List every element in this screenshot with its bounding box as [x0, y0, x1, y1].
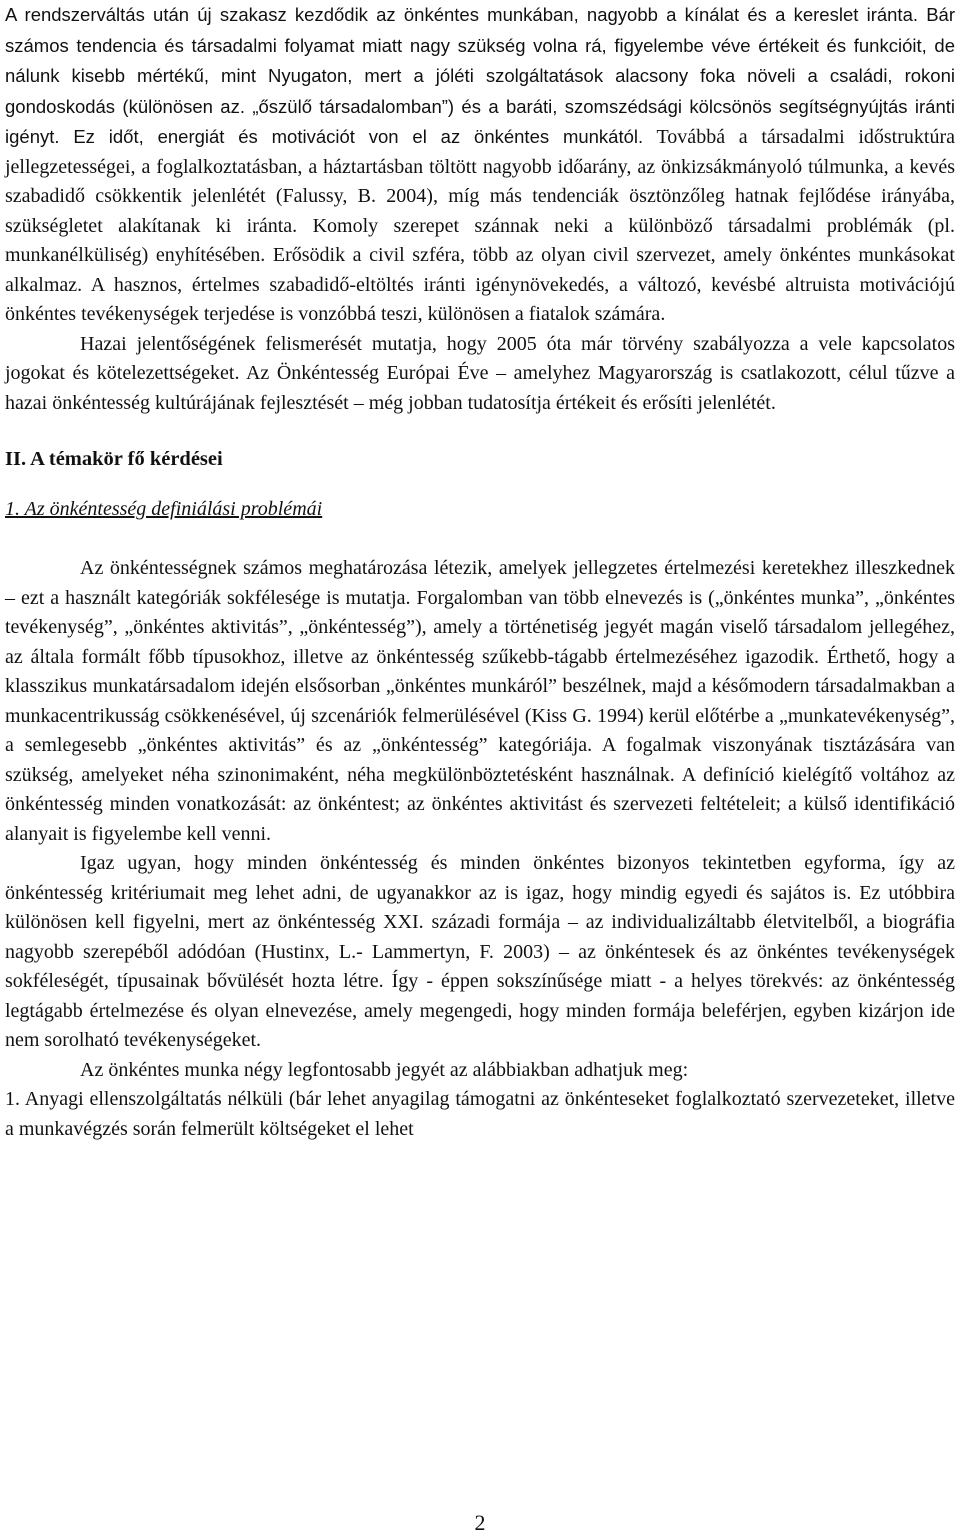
paragraph-3: Az önkéntességnek számos meghatározása létezik, amelyek jellegzetes értelmezési keretekhez illeszkednek – ezt a használt kategóriák sokfélesége is mutatja. Forgalomban van több elnevezés is („önkéntes munka”, „önkéntes tevékenység”, „önkéntes aktivitás”, „önkéntesség”), amely a történetiség jegyét magán viselő társadalom jellegéhez, az általa formált főbb típusokhoz, illetve az önkéntesség szűkebb-tágabb értelmezéséhez igazodik. Érthető, hogy a klasszikus munkatársadalom idején elsősorban „önkéntes munkáról” beszélnek, majd a későmodern társadalmakban a munkacentrikusság csökkenésével, új szcenáriók felmerülésével (Kiss G. 1994) kerül előtérbe a „munkatevékenység”, a semlegesebb „önkéntes aktivitás” és az „önkéntesség” kategóriája. A fogalmak viszonyának tisztázására van szükség, amelyeket néha szinonimaként, néha megkülönböztetésként használnak. A definíció kielégítő voltához az önkéntesség minden vonatkozását: az önkéntest; az önkéntes aktivitást és szervezeti feltételeit; a külső identifikáció alanyait is figyelembe kell venni.: [5, 557, 955, 845]
paragraph-1-sans-part: A rendszerváltás után új szakasz kezdődik az önkéntes munkában, nagyobb a kínálat és a kereslet iránta. Bár számos tendencia és társadalmi folyamat miatt nagy szükség volna rá, figyelembe véve értékeit és funkcióit, de nálunk kisebb mértékű, mint Nyugaton, mert a jóléti szolgáltatások alacsony foka növeli a családi, rokoni gondoskodás (különösen az. „őszülő társadalomban”) és a baráti, szomszédsági kölcsönös segítségnyújtás iránti igényt. Ez időt, energiát és motivációt von el az önkéntes munkától.: [5, 4, 955, 147]
section-heading: II. A témakör fő kérdései: [5, 448, 223, 470]
paragraph-1: [5, 0, 955, 330]
paragraph-5: Az önkéntes munka négy legfontosabb jegyét az alábbiakban adhatjuk meg:: [80, 1058, 689, 1081]
list-item-1: 1. Anyagi ellenszolgáltatás nélküli (bár lehet anyagilag támogatni az önkénteseket foglalkoztató szervezeteket, illetve a munkavégzés során felmerült költségeket el lehet: [5, 1088, 955, 1140]
subsection-heading: 1. Az önkéntesség definiálási problémái: [5, 498, 323, 520]
page-number: 2: [474, 1510, 486, 1535]
paragraph-1-serif-part: Továbbá a társadalmi időstruktúra jellegzetességei, a foglalkoztatásban, a háztartásban töltött nagyobb időarány, az önkizsákmányoló túlmunka, a kevés szabadidő csökkentik jelenlétét (Falussy, B. 2004), míg más tendenciák ösztönzőleg hatnak fejlődése irányába, szükségletet alakítanak ki iránta. Komoly szerepet szánnak neki a különböző társadalmi problémák (pl. munkanélküliség) enyhítésében. Erősödik a civil szféra, több az olyan civil szervezet, amely önkéntes munkásokat alkalmaz. A hasznos, értelmes szabadidő-eltöltés iránti igénynövekedés, a változó, kevésbé altruista motivációjú önkéntes tevékenységek terjedése is vonzóbbá teszi, különösen a fiatalok számára.: [5, 126, 955, 325]
paragraph-4: Igaz ugyan, hogy minden önkéntesség és minden önkéntes bizonyos tekintetben egyforma, így az önkéntesség kritériumait meg lehet adni, de ugyanakkor az is igaz, hogy mindig egyedi és sajátos is. Ez utóbbira különösen kell figyelni, mert az önkéntesség XXI. századi formája – az individualizáltabb életvitelből, a biográfia nagyobb szerepéből adódóan (Hustinx, L.- Lammertyn, F. 2003) – az önkéntesek és az önkéntes tevékenységek sokféleségét, típusainak bővülését hozta létre. Így - éppen sokszínűsége miatt - a helyes törekvés: az önkéntesség legtágabb értelmezése és olyan elnevezése, amely megengedi, hogy minden formája beleférjen, egyben kizárjon ide nem sorolható tevékenységeket.: [5, 852, 955, 1051]
paragraph-2: Hazai jelentőségének felismerését mutatja, hogy 2005 óta már törvény szabályozza a vele kapcsolatos jogokat és kötelezettségeket. Az Önkéntesség Európai Éve – amelyhez Magyarország is csatlakozott, célul tűzve a hazai önkéntesség kultúrájának fejlesztését – még jobban tudatosítja értékeit és erősíti jelenlétét.: [5, 332, 955, 414]
document-page: [5, 0, 955, 1144]
